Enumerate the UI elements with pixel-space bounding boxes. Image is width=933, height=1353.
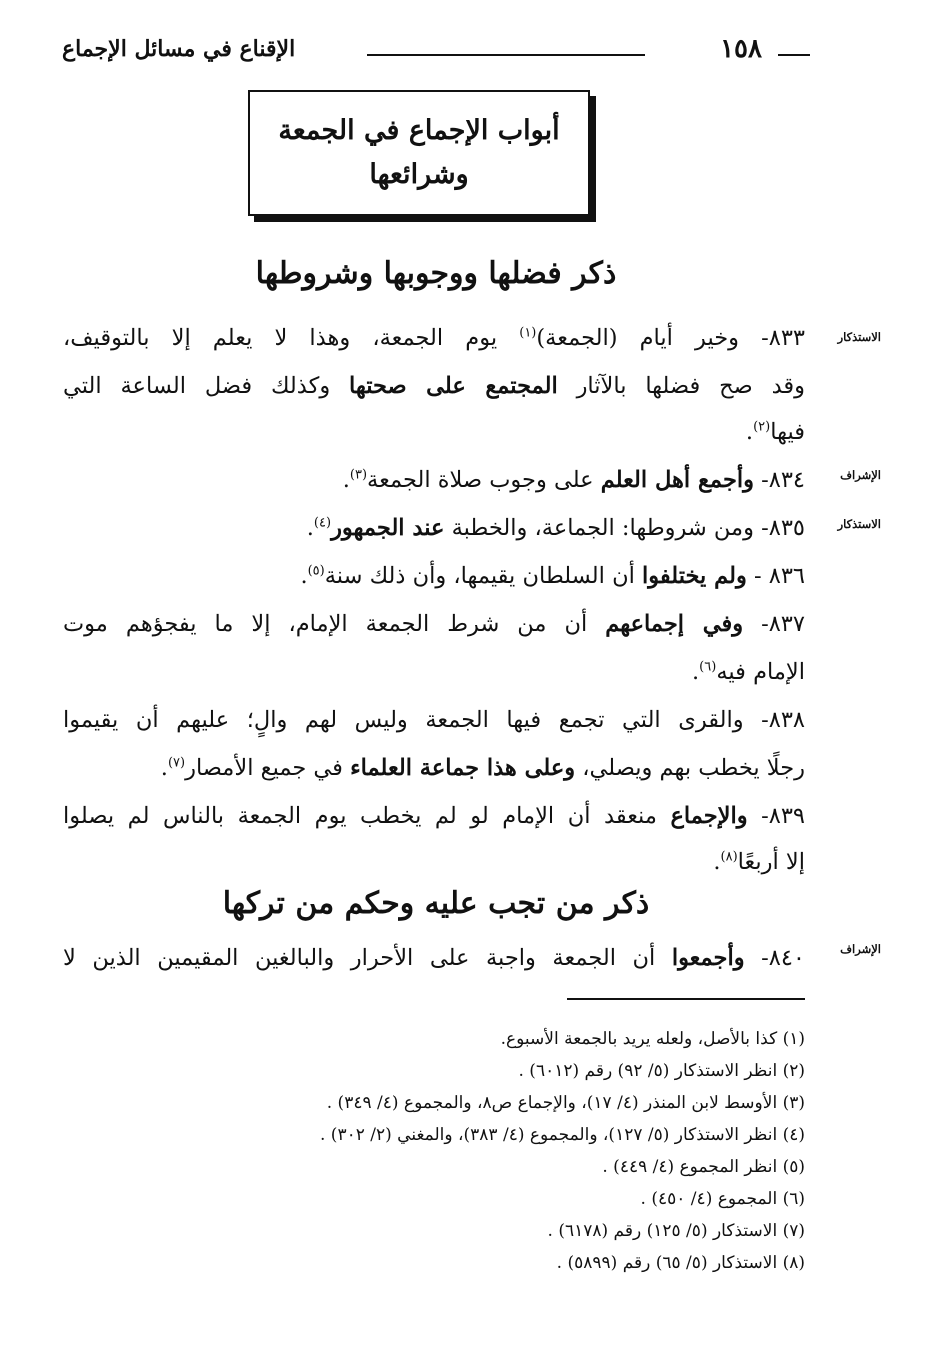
- footnote: (٦) المجموع (٤/ ٤٥٠) .: [640, 1189, 805, 1209]
- chapter-title-line-1: أبواب الإجماع في الجمعة: [278, 115, 560, 146]
- footnote-ref: (٢): [753, 419, 771, 435]
- section-heading: ذكر فضلها ووجوبها وشروطها: [255, 256, 617, 291]
- source-tag: الإشراف: [840, 468, 881, 482]
- footnote: (٤) انظر الاستذكار (٥/ ١٢٧)، والمجموع (٤/ ٣٨٣)، والمغني (٢/ ٣٠٢) .: [320, 1125, 805, 1145]
- text-line-840: ٨٤٠- وأجمعوا أن الجمعة واجبة على الأحرار والبالغين المقيمين الذين لا: [63, 945, 805, 971]
- footnote-ref: (٣): [349, 467, 368, 483]
- text-line-838-1: ٨٣٨- والقرى التي تجمع فيها الجمعة وليس لهم والٍ؛ عليهم أن يقيموا: [63, 707, 805, 733]
- text-line-837-1: ٨٣٧- وفي إجماعهم أن من شرط الجمعة الإمام، إلا ما يفجؤهم موت: [63, 611, 805, 637]
- text-line-839-1: ٨٣٩- والإجماع منعقد أن الإمام لو لم يخطب يوم الجمعة بالناس لم يصلوا: [63, 803, 805, 829]
- text-line-833-1: ٨٣٣- وخير أيام (الجمعة)$^{(١)}$ يوم الجمعة، وهذا لا يعلم إلا بالتوقيف،: [63, 325, 805, 351]
- header-rule: [778, 54, 810, 56]
- footnote: (٥) انظر المجموع (٤/ ٤٤٩) .: [602, 1157, 805, 1177]
- text-line-838-2: رجلًا يخطب بهم ويصلي، وعلى هذا جماعة العلماء في جميع الأمصار$^{(٧)}$.: [160, 755, 805, 781]
- footnote-ref: (٤): [313, 515, 332, 531]
- footnote: (٨) الاستذكار (٥/ ٦٥) رقم (٥٨٩٩) .: [556, 1253, 805, 1273]
- page-number: ١٥٨: [720, 34, 762, 64]
- footnote: (٢) انظر الاستذكار (٥/ ٩٢) رقم (٦٠١٢) .: [518, 1061, 805, 1081]
- text-line-833-2: وقد صح فضلها بالآثار المجتمع على صحتها وكذلك فضل الساعة التي: [63, 373, 805, 399]
- chapter-title-line-2: وشرائعها: [369, 159, 469, 190]
- footnote-ref: (٧): [167, 755, 186, 771]
- running-header: [62, 32, 810, 72]
- footnote: (٧) الاستذكار (٥/ ١٢٥) رقم (٦١٧٨) .: [547, 1221, 805, 1241]
- source-tag: الاستذكار: [837, 330, 881, 344]
- source-tag: الاستذكار: [837, 517, 881, 531]
- footnote-separator: [567, 998, 805, 1000]
- footnote: (٣) الأوسط لابن المنذر (٤/ ١٧)، والإجماع ص٨، والمجموع (٤/ ٣٤٩) .: [326, 1093, 805, 1113]
- source-tag: الإشراف: [840, 942, 881, 956]
- header-rule: [367, 54, 645, 56]
- chapter-title-box: [248, 90, 590, 216]
- footnote-ref: (٥): [307, 563, 325, 579]
- text-line-833-3: فيها$^{(٢)}$.: [745, 419, 805, 445]
- footnote: (١) كذا بالأصل، ولعله يريد بالجمعة الأسبوع.: [500, 1029, 805, 1049]
- footnote-ref: (٨): [720, 849, 738, 865]
- text-line-839-2: إلا أربعًا$^{(٨)}$.: [713, 849, 805, 875]
- text-line-837-2: الإمام فيه$^{(٦)}$.: [692, 659, 805, 685]
- section-heading: ذكر من تجب عليه وحكم من تركها: [222, 886, 650, 921]
- footnote-ref: (٦): [699, 659, 717, 675]
- footnote-ref: (١): [519, 325, 537, 341]
- text-line-834: ٨٣٤- وأجمع أهل العلم على وجوب صلاة الجمعة$^{(٣)}$.: [342, 467, 805, 493]
- text-line-835: ٨٣٥- ومن شروطها: الجماعة، والخطبة عند الجمهور$^{(٤)}$.: [306, 515, 805, 541]
- book-title: الإقناع في مسائل الإجماع: [62, 36, 296, 62]
- text-line-836: ٨٣٦ - ولم يختلفوا أن السلطان يقيمها، وأن ذلك سنة$^{(٥)}$.: [300, 563, 805, 589]
